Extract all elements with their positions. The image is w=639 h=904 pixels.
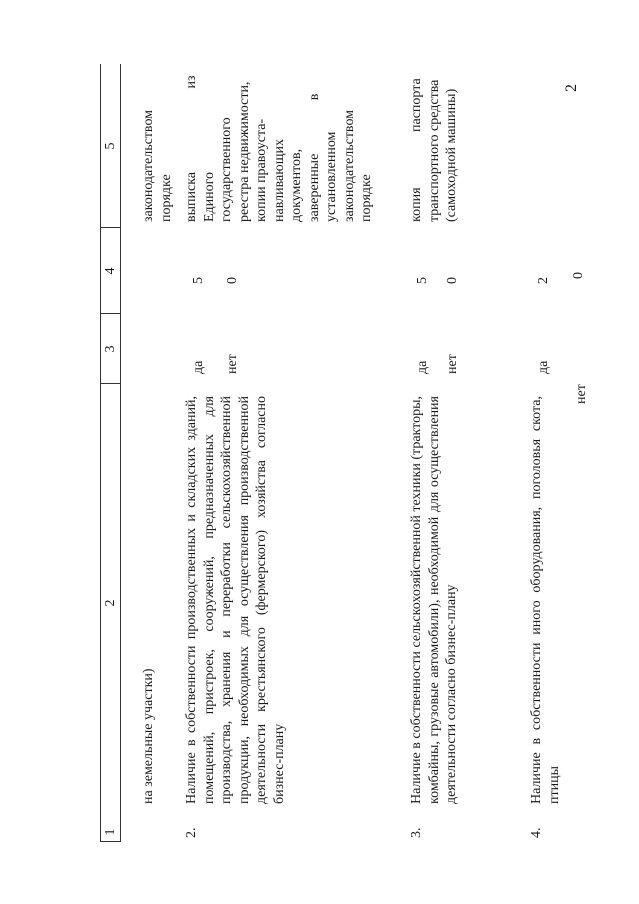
score-no: 0: [571, 272, 586, 279]
table-header-rule: [100, 64, 101, 842]
score-yes: 2: [536, 277, 551, 284]
row-number: 3.: [409, 827, 424, 838]
column-header-5: 5: [103, 142, 118, 150]
score-no: 0: [225, 277, 240, 284]
continuation-col5: законодательством порядке: [141, 109, 174, 222]
continuation-col2: на земельные участки): [141, 668, 156, 804]
document-text: [408, 74, 461, 222]
page-number: 2: [563, 84, 580, 92]
document-line: заверенные в: [306, 93, 322, 222]
document-text: [183, 74, 376, 222]
row-number: 2.: [184, 827, 199, 838]
column-header-3: 3: [103, 345, 118, 353]
option-yes: да: [191, 360, 206, 374]
document-line: копия паспорта: [409, 78, 424, 222]
document-text-body: Единого государственного реестра недвижимости, копии правоуста-навливающих документов,: [201, 81, 304, 222]
column-header-2: 2: [103, 599, 118, 607]
criterion-text: Наличие в собственности иного оборудования, поголовья скота, птицы: [529, 396, 562, 804]
row-number: 4.: [529, 827, 544, 838]
score-yes: 5: [415, 277, 430, 284]
score-yes: 5: [191, 277, 206, 284]
document-line: выписка из: [184, 75, 199, 222]
option-no: нет: [225, 354, 240, 374]
option-yes: да: [536, 360, 551, 374]
criterion-text: Наличие в собственности сельскохозяйственной техники (тракторы, комбайны, грузовые автомобили), необходимой для осуществления деятельности согласно бизнес-плану: [409, 396, 459, 804]
option-yes: да: [415, 360, 430, 374]
option-no: нет: [445, 354, 460, 374]
document-text-tail: установленном законодательством порядке: [324, 109, 374, 222]
table-top-rule: [120, 64, 121, 842]
document-text-body: транспортного средства (самоходной машины): [426, 79, 459, 222]
column-header-4: 4: [103, 267, 118, 275]
score-no: 0: [445, 277, 460, 284]
criterion-text: Наличие в собственности производственных и складских зданий, помещений, пристроек, сооружений, предназначенных для производства, хранения и переработки сельскохозяйственной продукции, необходимых для осуществления производственной деятельности крестьянского (фермерского) хозяйства согласно бизнес-плану: [184, 396, 287, 804]
column-header-1: 1: [103, 828, 118, 836]
option-no: нет: [574, 384, 589, 404]
